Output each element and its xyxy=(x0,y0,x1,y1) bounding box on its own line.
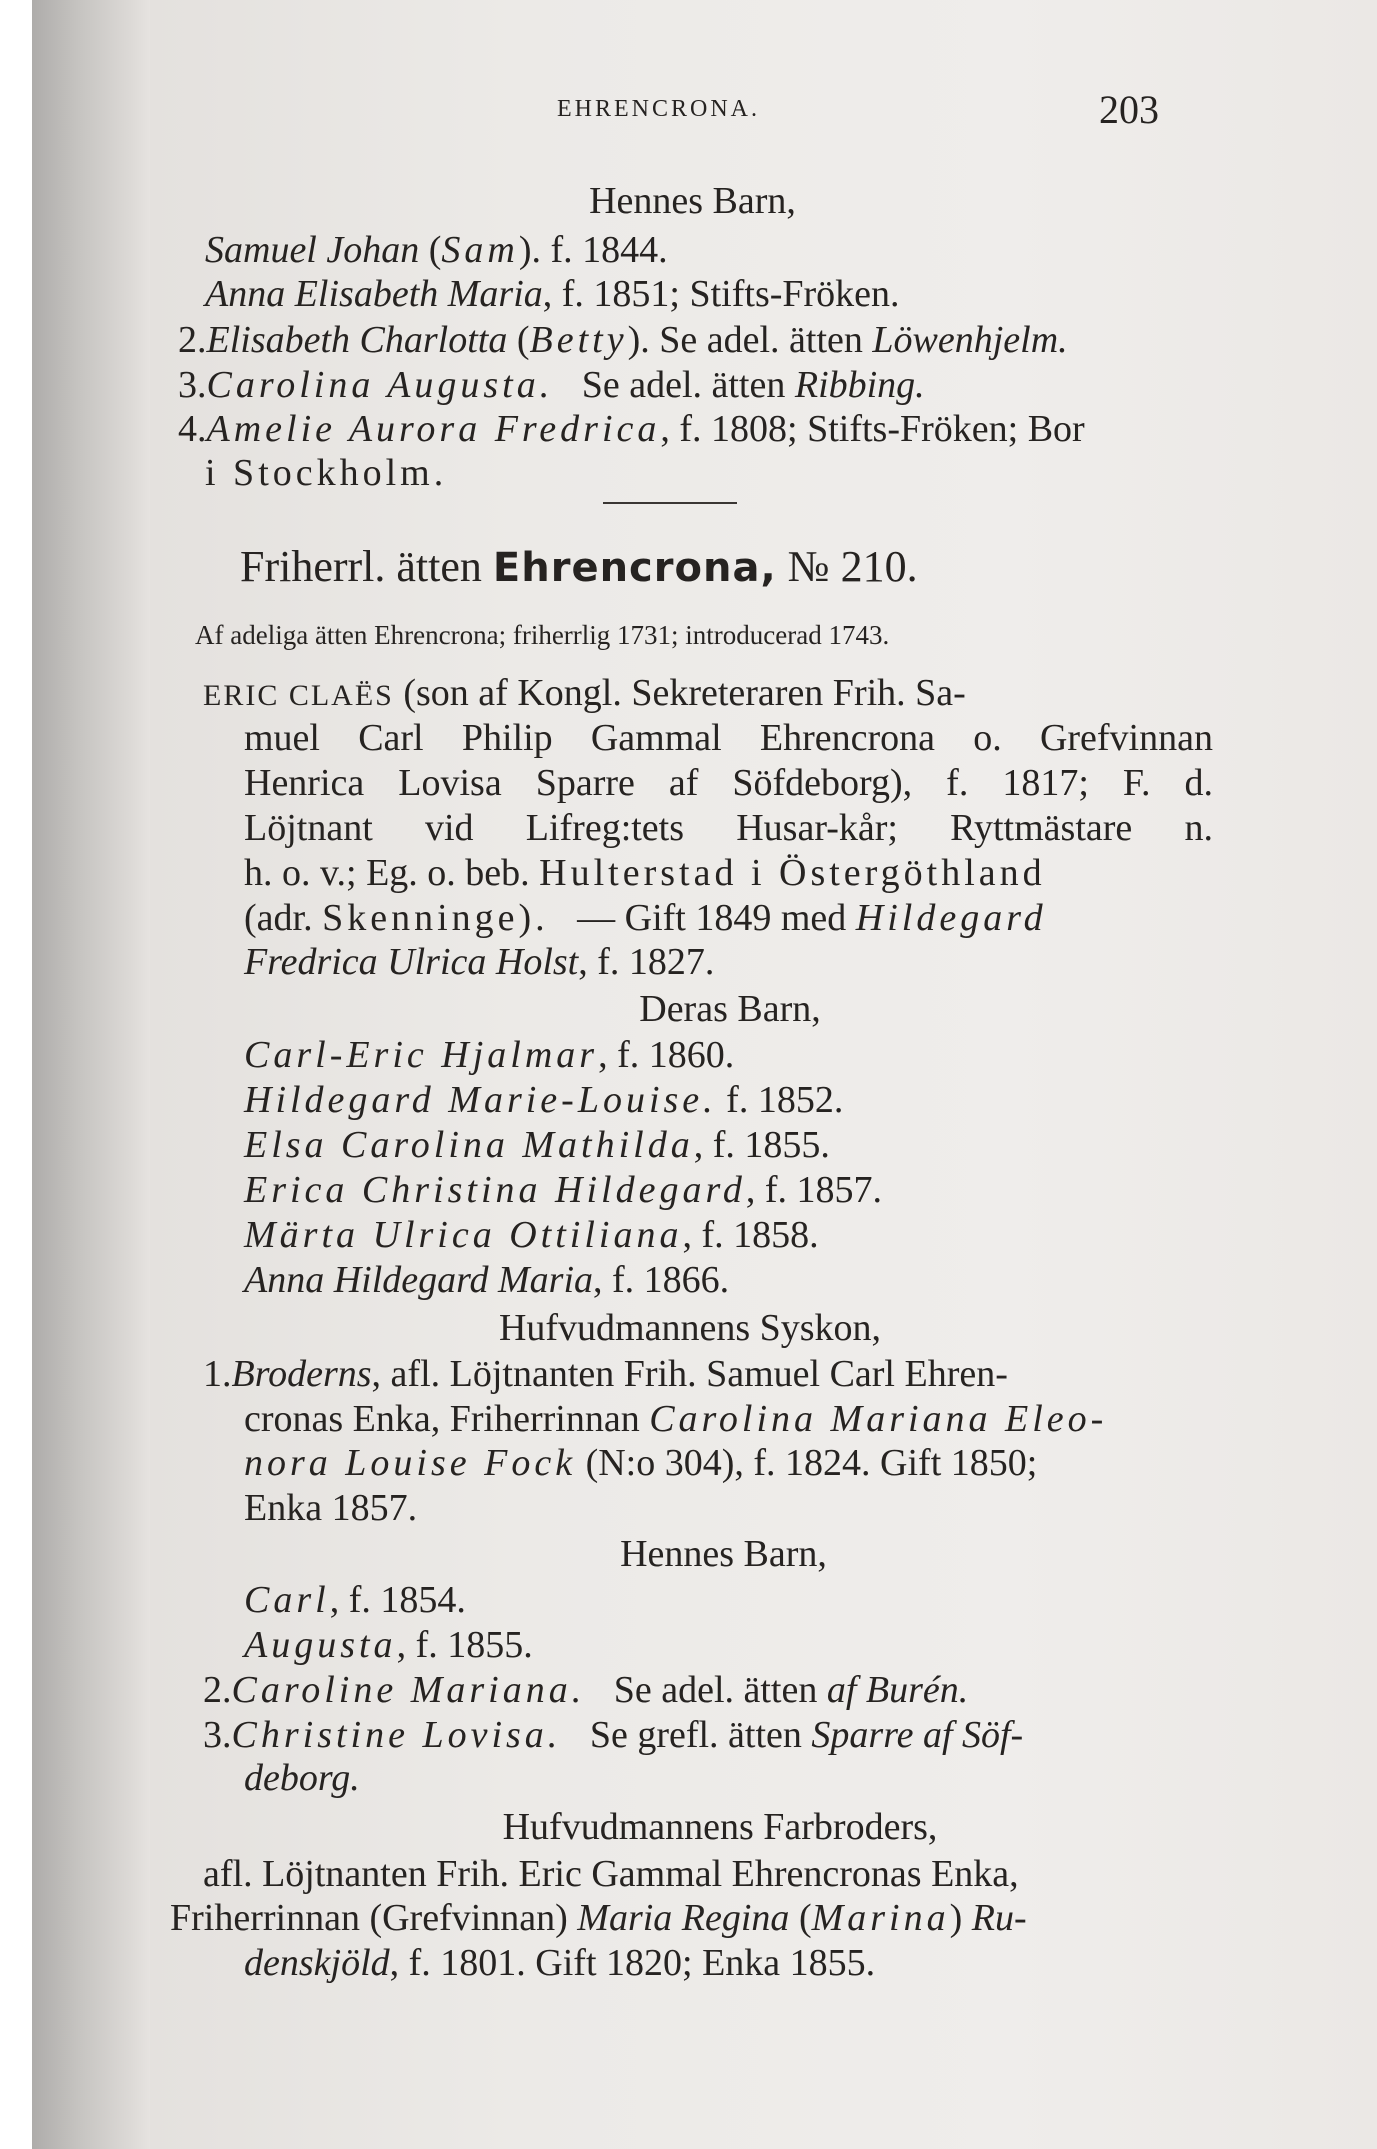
list-item: 2.Caroline Mariana. Se adel. ätten af Burén. xyxy=(203,1669,969,1711)
head-line: Fredrica Ulrica Holst, f. 1827. xyxy=(244,941,715,983)
list-item: 2.Elisabeth Charlotta (Betty). Se adel. ätten Löwenhjelm. xyxy=(178,319,1068,361)
paragraph-line: denskjöld, f. 1801. Gift 1820; Enka 1855. xyxy=(244,1942,876,1984)
list-item: 1.Broderns, afl. Löjtnanten Frih. Samuel Carl Ehren- xyxy=(203,1353,1008,1395)
family-heading: Friherrl. ätten Ehrencrona, № 210. xyxy=(240,542,918,591)
list-item: 3.Christine Lovisa. Se grefl. ätten Sparre af Söf- xyxy=(203,1714,1024,1756)
head-line: Löjtnant vid Lifreg:tets Husar-kår; Ryttmästare n. xyxy=(244,807,1213,849)
head-line: muel Carl Philip Gammal Ehrencrona o. Grefvinnan xyxy=(244,717,1213,759)
paragraph-line: Friherrinnan (Grefvinnan) Maria Regina (Marina) Ru- xyxy=(170,1897,1027,1939)
page-gutter xyxy=(0,0,32,2149)
section-heading-hennes-barn-2: Hennes Barn, xyxy=(620,1533,827,1575)
list-item-continuation: i Stockholm. xyxy=(205,452,448,494)
list-item: Carl, f. 1854. xyxy=(244,1579,466,1621)
family-origin: Af adeliga ätten Ehrencrona; friherrlig 1731; introducerad 1743. xyxy=(195,620,890,650)
list-item: Samuel Johan (Sam). f. 1844. xyxy=(205,229,668,271)
list-item-continuation: deborg. xyxy=(244,1757,360,1799)
section-heading-farbroders: Hufvudmannens Farbroders, xyxy=(502,1806,938,1848)
list-item-continuation: Enka 1857. xyxy=(244,1487,418,1529)
running-title: EHRENCRONA. xyxy=(557,96,761,122)
section-heading-syskon: Hufvudmannens Syskon, xyxy=(498,1307,882,1349)
list-item: Märta Ulrica Ottiliana, f. 1858. xyxy=(244,1214,819,1256)
head-line: Henrica Lovisa Sparre af Söfdeborg), f. 1817; F. d. xyxy=(244,762,1213,804)
list-item: 3.Carolina Augusta. Se adel. ätten Ribbing. xyxy=(178,364,925,406)
paragraph-line: afl. Löjtnanten Frih. Eric Gammal Ehrencronas Enka, xyxy=(203,1853,1019,1895)
list-item: Carl-Eric Hjalmar, f. 1860. xyxy=(244,1034,735,1076)
list-item-continuation: nora Louise Fock (N:o 304), f. 1824. Gift 1850; xyxy=(244,1442,1038,1484)
book-spine-shadow xyxy=(32,0,150,2149)
list-item: Elsa Carolina Mathilda, f. 1855. xyxy=(244,1124,830,1166)
list-item: Augusta, f. 1855. xyxy=(244,1624,533,1666)
head-line: h. o. v.; Eg. o. beb. Hulterstad i Östergöthland xyxy=(244,852,1046,894)
list-item: Anna Elisabeth Maria, f. 1851; Stifts-Fröken. xyxy=(205,273,900,315)
page-number: 203 xyxy=(1099,87,1159,132)
section-divider xyxy=(603,502,737,504)
list-item: Erica Christina Hildegard, f. 1857. xyxy=(244,1169,882,1211)
section-heading-deras-barn: Deras Barn, xyxy=(639,988,821,1030)
list-item: Anna Hildegard Maria, f. 1866. xyxy=(244,1259,730,1301)
head-line: (adr. Skenninge). — Gift 1849 med Hildegard xyxy=(244,897,1047,939)
list-item-continuation: cronas Enka, Friherrinnan Carolina Mariana Eleo- xyxy=(244,1398,1108,1440)
section-heading-hennes-barn: Hennes Barn, xyxy=(589,180,796,222)
head-line: ERIC CLAËS (son af Kongl. Sekreteraren Frih. Sa- xyxy=(203,672,966,714)
list-item: 4.Amelie Aurora Fredrica, f. 1808; Stifts-Fröken; Bor xyxy=(178,408,1085,450)
list-item: Hildegard Marie-Louise. f. 1852. xyxy=(244,1079,844,1121)
